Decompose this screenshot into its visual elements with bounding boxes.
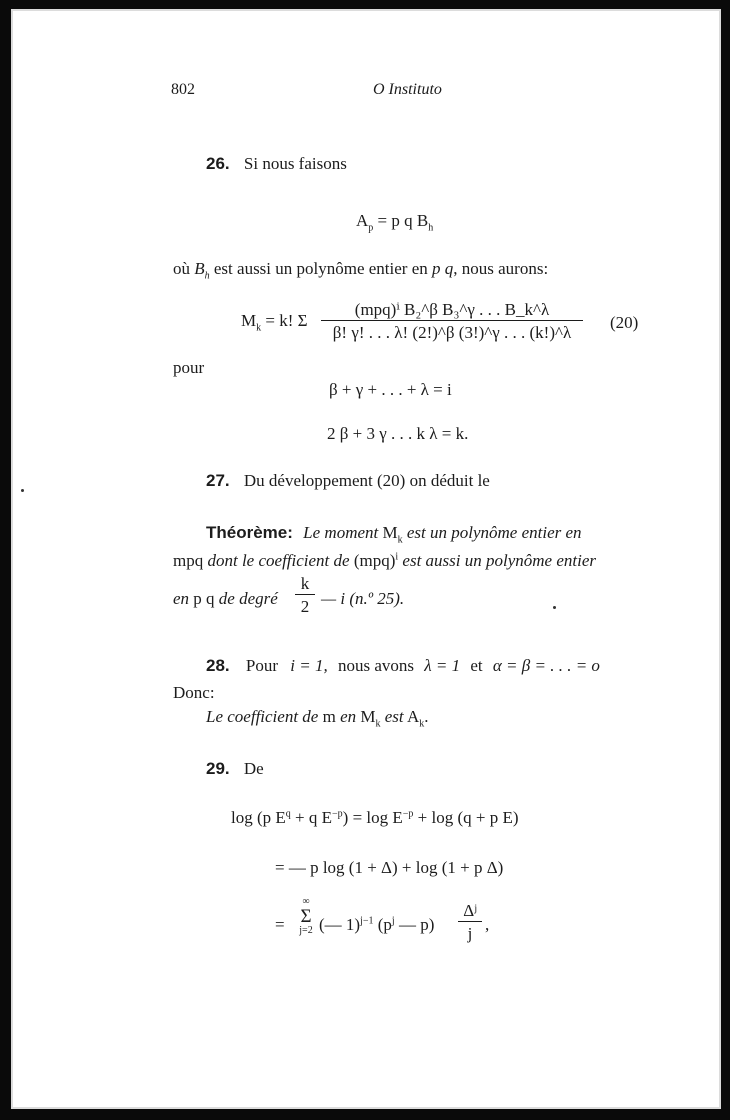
pour-label: pour — [173, 358, 205, 377]
scan-speck — [553, 606, 556, 609]
mk-numerator: (mpq)ⁱ B₂^β B₃^γ . . . B_k^λ — [354, 300, 550, 319]
section-28-heading: 28. Pour i = 1, nous avons λ = 1 et α = β = . . . = o — [206, 656, 600, 675]
equation-mk: $M_k = k$! Σ — [241, 311, 308, 334]
equation-label: (20) — [610, 313, 639, 332]
mk-denominator: β! γ! . . . λ! (2!)^β (3!)^γ . . . (k!)^λ — [321, 320, 583, 343]
log-equation-2: = — p log (1 + Δ) + log (1 + p Δ) — [275, 858, 504, 877]
degree-fraction: $\frac{k}{2}$ — [295, 574, 315, 617]
section-number: 26. — [206, 154, 230, 173]
page-number: 802 — [171, 81, 195, 98]
condition-sum: β + γ + . . . + λ = i — [329, 380, 452, 399]
theorem-line-2: mpq dont le coefficient de (mpq)$^i$ est aussi un polynôme entier — [173, 551, 596, 570]
scan-speck — [21, 489, 24, 492]
theorem-line-3: en p q de degré — [173, 589, 278, 608]
donc-label: Donc: — [173, 683, 215, 702]
delta-fraction: $\frac{\text{Δʲ}}{j}$ — [458, 901, 482, 944]
bh-sentence: où $B_h$ est aussi un polynôme entier en p q, nous aurons: — [173, 259, 549, 282]
document-page: 802 O Instituto 26. Si nous faisons $A_p = p$ q $B_h$ où $B_h$ est aussi un polynôme entier en p q, nous aurons: $M_k = k$! Σ (mpq)ⁱ B₂^β B₃^γ . . . B_k^λ β! γ! . . . λ! (2!)^β (3!)^γ . . . (k!)^λ (20) pour β + γ + . . . + λ = i 2 β + 3 γ . . . k λ = k. 27. Du développement (20) on déduit le Théorème: Le moment $M_k$ est un polynôme entier en mpq dont le coefficient de (mpq)$^i$ est aussi un polynôme entier en p q de degré $\frac{k}{2}$ — i (n.º 25). 28. Pour i = 1, nous avons λ = 1 et α = β = . . . = o Donc: Le coefficient de m en $M_k$ est $A_k$. 29. De log (p $E^q + q$ $E^{-p}) = \log E^{-p} + \log (q + p$ E) = — p log (1 + Δ) + log (1 + p Δ) = ∞ Σ j=2 (— 1)$^{j-1}$ ($p^j$ — p) $\frac{\text{Δʲ}}{j}$ , — [11, 9, 721, 1109]
mk-fraction — [321, 300, 583, 343]
conclusion-line: Le coefficient de m en $M_k$ est $A_k$. — [206, 707, 429, 730]
log-equation-1: log (p $E^q + q$ $E^{-p}) = \log E^{-p} + \log (q + p$ E) — [231, 808, 519, 827]
running-title: O Instituto — [373, 81, 442, 98]
theorem-label: Théorème: — [206, 523, 293, 542]
sum-body: (— 1)$^{j-1}$ ($p^j$ — p) — [319, 915, 435, 934]
equation-ap: $A_p = p$ q $B_h$ — [356, 211, 434, 234]
section-26-heading — [206, 154, 347, 174]
condition-weighted: 2 β + 3 γ . . . k λ = k. — [327, 424, 469, 443]
log-equation-3: = — [275, 915, 285, 934]
section-27-heading: 27. Du développement (20) on déduit le — [206, 471, 490, 490]
sum-operator: ∞ Σ j=2 — [299, 896, 313, 936]
section-text: Si nous faisons — [243, 154, 347, 173]
section-29-heading: 29. De — [206, 759, 264, 778]
theorem-line-1: Théorème: Le moment $M_k$ est un polynôme entier en — [206, 523, 582, 546]
degree-reference: — i (n.º 25). — [321, 589, 405, 608]
